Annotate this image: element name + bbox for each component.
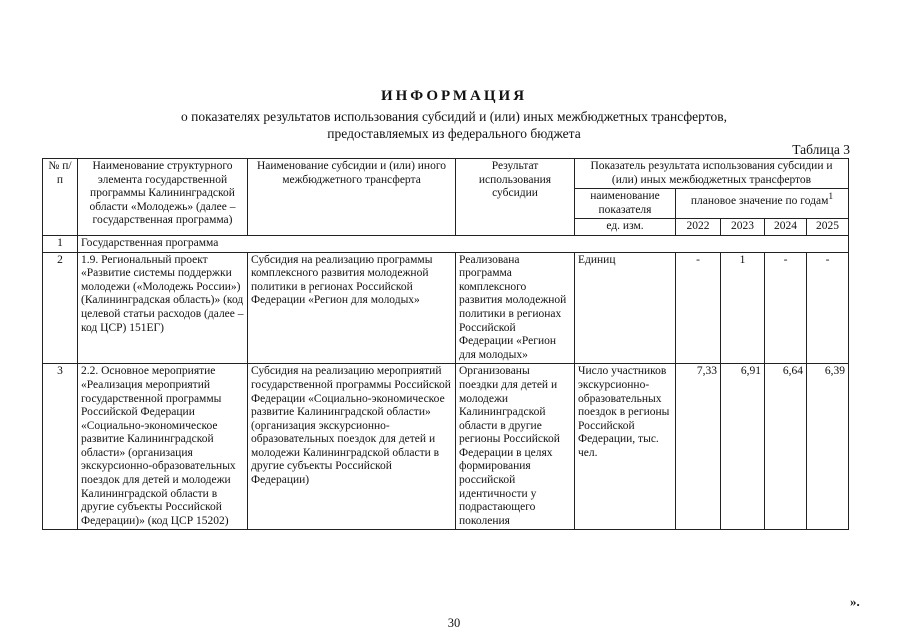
table-label: Таблица 3: [792, 142, 850, 157]
header-indicator-name: наименование показателя: [575, 189, 676, 219]
header-planned: [676, 189, 849, 219]
row-element: 2.2. Основное мероприятие «Реализация мероприятий государственной программы Российской Федерации «Социально-экономическое развитие Калининградской области» (организация экскурсионно-образовательных поездок для детей и молодежи Калининградской области в другие субъекты Российской Федерации)» (код ЦСР 15202): [78, 364, 248, 530]
footnote-mark: 1: [828, 191, 834, 203]
header-num: № п/п: [43, 159, 78, 236]
table-row-section: [43, 235, 849, 252]
row-indicator: Число участников экскурсионно-образовательных поездок в регионы Российской Федерации, тыс. чел.: [575, 364, 676, 530]
row-subsidy: Субсидия на реализацию программы комплексного развития молодежной политики в регионах Российской Федерации «Регион для молодых»: [248, 252, 456, 364]
row-result: Реализована программа комплексного развития молодежной политики в регионах Российской Федерации «Регион для молодых»: [456, 252, 575, 364]
header-unit: ед. изм.: [575, 219, 676, 236]
row-num: 2: [43, 252, 78, 364]
header-year-2024: 2024: [765, 219, 807, 236]
indicators-table: [42, 158, 849, 530]
row-value-2024: 6,64: [765, 364, 807, 530]
header-year-2023: 2023: [721, 219, 765, 236]
header-element: Наименование структурного элемента государственной программы Калининградской области «Молодежь» (далее – государственная программа): [78, 159, 248, 236]
table-row: [43, 364, 849, 530]
row-num: 3: [43, 364, 78, 530]
header-indicator: Показатель результата использования субсидии и (или) иных межбюджетных трансфертов: [575, 159, 849, 189]
header-subsidy: Наименование субсидии и (или) иного межбюджетного трансферта: [248, 159, 456, 236]
row-subsidy: Субсидия на реализацию мероприятий государственной программы Российской Федерации «Социально-экономическое развитие Калининградской области» (организация экскурсионно-образовательных поездок для детей и молодежи Калининградской области в другие субъекты Российской Федерации): [248, 364, 456, 530]
row-num: 1: [43, 235, 78, 252]
header-planned-text: плановое значение по годам: [690, 195, 829, 208]
row-value-2023: 6,91: [721, 364, 765, 530]
row-value-2025: 6,39: [807, 364, 849, 530]
row-indicator: Единиц: [575, 252, 676, 364]
header-year-2025: 2025: [807, 219, 849, 236]
document-title: ИНФОРМАЦИЯ: [380, 88, 528, 104]
table-row: [43, 252, 849, 364]
row-value-2022: 7,33: [676, 364, 721, 530]
row-value-2023: 1: [721, 252, 765, 364]
header-year-2022: 2022: [676, 219, 721, 236]
row-result: Организованы поездки для детей и молодежи Калининградской области в другие регионы Российской Федерации в целях формирования российской идентичности у подрастающего поколения: [456, 364, 575, 530]
row-element: 1.9. Региональный проект «Развитие системы поддержки молодежи («Молодежь России») (Калининградская область)» (код целевой статьи расходов (далее – код ЦСР) 151ЕГ): [78, 252, 248, 364]
page-number: 30: [447, 616, 461, 630]
section-title: Государственная программа: [78, 235, 849, 252]
table-header-row: [43, 159, 849, 189]
document-subtitle-line1: о показателях результатов использования субсидий и (или) иных межбюджетных трансфертов,: [181, 109, 727, 124]
closing-quote-mark: ».: [850, 594, 860, 609]
row-value-2025: -: [807, 252, 849, 364]
document-subtitle-line2: предоставляемых из федерального бюджета: [327, 126, 581, 141]
row-value-2022: -: [676, 252, 721, 364]
row-value-2024: -: [765, 252, 807, 364]
header-result: Результат использования субсидии: [456, 159, 575, 236]
